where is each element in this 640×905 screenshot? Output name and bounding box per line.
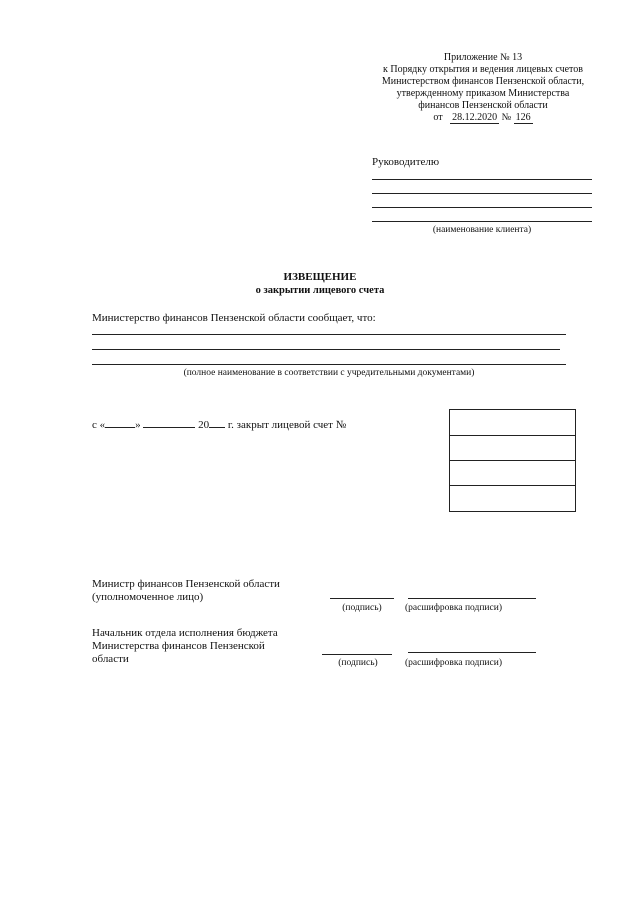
- signature-1-sign-caption: (подпись): [342, 603, 382, 613]
- closing-suffix: г. закрыт лицевой счет №: [227, 419, 347, 431]
- signature-2-title-line-3: области: [92, 653, 129, 665]
- account-row-divider-1: [450, 435, 575, 436]
- account-row-divider-2: [450, 460, 575, 461]
- signature-1-title: [92, 578, 332, 604]
- body-line-1: [92, 334, 566, 335]
- signature-2-sign-line: [322, 654, 392, 655]
- year-prefix: 20: [198, 419, 210, 431]
- year-blank: [209, 418, 225, 428]
- signature-1-title-line-2: (уполномоченное лицо): [92, 591, 204, 603]
- from-label: от: [433, 112, 443, 123]
- document-title: ИЗВЕЩЕНИЕ: [283, 271, 357, 283]
- appendix-line-2: к Порядку открытия и ведения лицевых счетов: [382, 64, 583, 75]
- signature-2-decode-line: [408, 652, 536, 653]
- signature-2-title-line-2: Министерства финансов Пензенской: [92, 640, 265, 652]
- appendix-line-4: утвержденному приказом Министерства: [396, 88, 570, 99]
- recipient-line-3: [372, 207, 592, 208]
- signature-2-decode-caption: (расшифровка подписи): [405, 658, 502, 668]
- closing-quote-close: »: [135, 419, 141, 431]
- number-label: №: [501, 112, 512, 123]
- body-line-2: [92, 349, 560, 350]
- document-subtitle: о закрытии лицевого счета: [255, 285, 385, 296]
- closing-prefix: с «: [92, 419, 106, 431]
- appendix-line-3: Министерством финансов Пензенской области,: [381, 76, 585, 87]
- appendix-number: 126: [515, 112, 531, 123]
- account-number-table: [449, 409, 576, 512]
- account-row-divider-3: [450, 485, 575, 486]
- recipient-label: Руководителю: [372, 156, 440, 168]
- recipient-line-4: [372, 221, 592, 222]
- recipient-caption: (наименование клиента): [432, 225, 532, 235]
- signature-2-sign-caption: (подпись): [338, 658, 378, 668]
- closing-line: [92, 418, 346, 432]
- body-intro: Министерство финансов Пензенской области сообщает, что:: [92, 312, 376, 324]
- appendix-line-5: финансов Пензенской области: [418, 100, 548, 111]
- day-blank: [105, 418, 135, 428]
- signature-1-title-line-1: Министр финансов Пензенской области: [92, 578, 280, 590]
- signature-2-title: [92, 627, 332, 666]
- body-caption: (полное наименование в соответствии с учредительными документами): [183, 368, 475, 378]
- signature-1-decode-caption: (расшифровка подписи): [405, 603, 502, 613]
- signature-1-sign-line: [330, 598, 394, 599]
- signature-2-title-line-1: Начальник отдела исполнения бюджета: [92, 627, 278, 639]
- recipient-line-2: [372, 193, 592, 194]
- body-line-3: [92, 364, 566, 365]
- appendix-date-line: [372, 112, 594, 124]
- appendix-date: 28.12.2020: [452, 112, 498, 123]
- signature-1-decode-line: [408, 598, 536, 599]
- month-blank: [143, 418, 195, 428]
- recipient-line-1: [372, 179, 592, 180]
- appendix-line-1: Приложение № 13: [443, 52, 523, 63]
- appendix-block: [372, 52, 594, 124]
